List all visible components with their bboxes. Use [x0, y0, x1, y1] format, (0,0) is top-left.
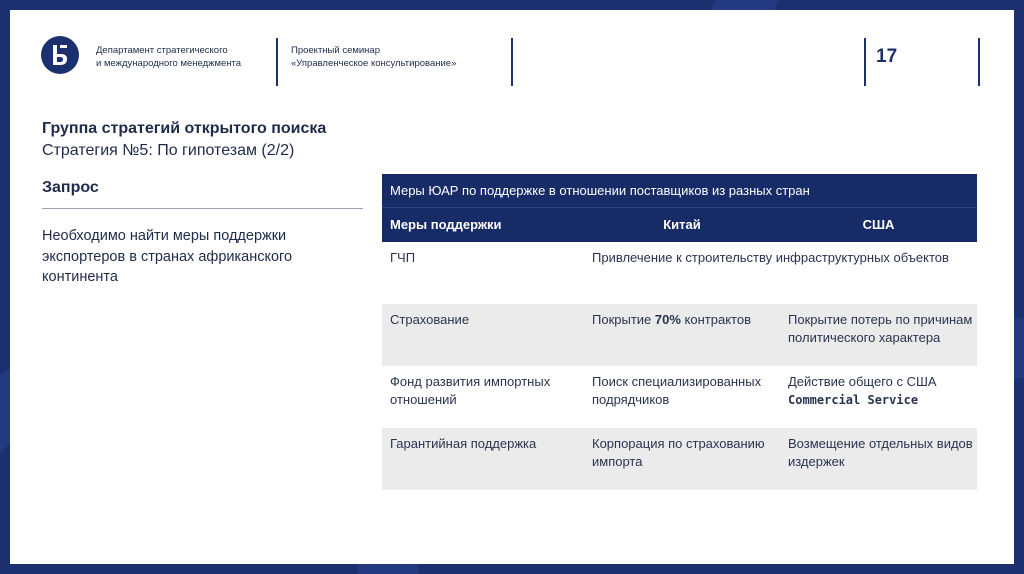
support-measures-table	[382, 174, 977, 490]
table-row: Фонд развития импортных отношений Поиск специализированных подрядчиков Действие общего с США Commercial Service	[390, 374, 937, 407]
column-header: Китай	[663, 217, 701, 232]
header-divider	[978, 38, 980, 86]
table-header-row	[382, 208, 977, 242]
column-header: США	[862, 217, 895, 232]
title-line2: Стратегия №5: По гипотезам (2/2)	[42, 142, 295, 159]
header-divider	[511, 38, 513, 86]
table-row: Страхование Покрытие 70% контрактов Покрытие потерь по причинам политического характера	[382, 304, 977, 366]
table-row: ГЧП Привлечение к строительству инфраструктурных объектов	[390, 250, 949, 265]
title-line1: Группа стратегий открытого поиска	[42, 120, 327, 137]
column-header: Меры поддержки	[390, 217, 502, 232]
header-divider	[276, 38, 278, 86]
table-caption: Меры ЮАР по поддержке в отношении поставщиков из разных стран	[382, 174, 977, 208]
seminar-name: Проектный семинар «Управленческое консультирование»	[291, 45, 457, 69]
request-divider	[42, 208, 363, 209]
request-label: Запрос	[42, 179, 99, 196]
slide-title	[42, 118, 326, 162]
hse-logo	[41, 36, 79, 74]
request-text: Необходимо найти меры поддержки экспортеров в странах африканского континента	[42, 228, 293, 285]
table-row: Гарантийная поддержка Корпорация по страхованию импорта Возмещение отдельных видов издержек	[382, 428, 977, 490]
page-number: 17	[876, 46, 898, 67]
department-name: Департамент стратегического и международного менеджмента	[96, 45, 242, 69]
slide	[10, 10, 1014, 564]
header-divider	[864, 38, 866, 86]
